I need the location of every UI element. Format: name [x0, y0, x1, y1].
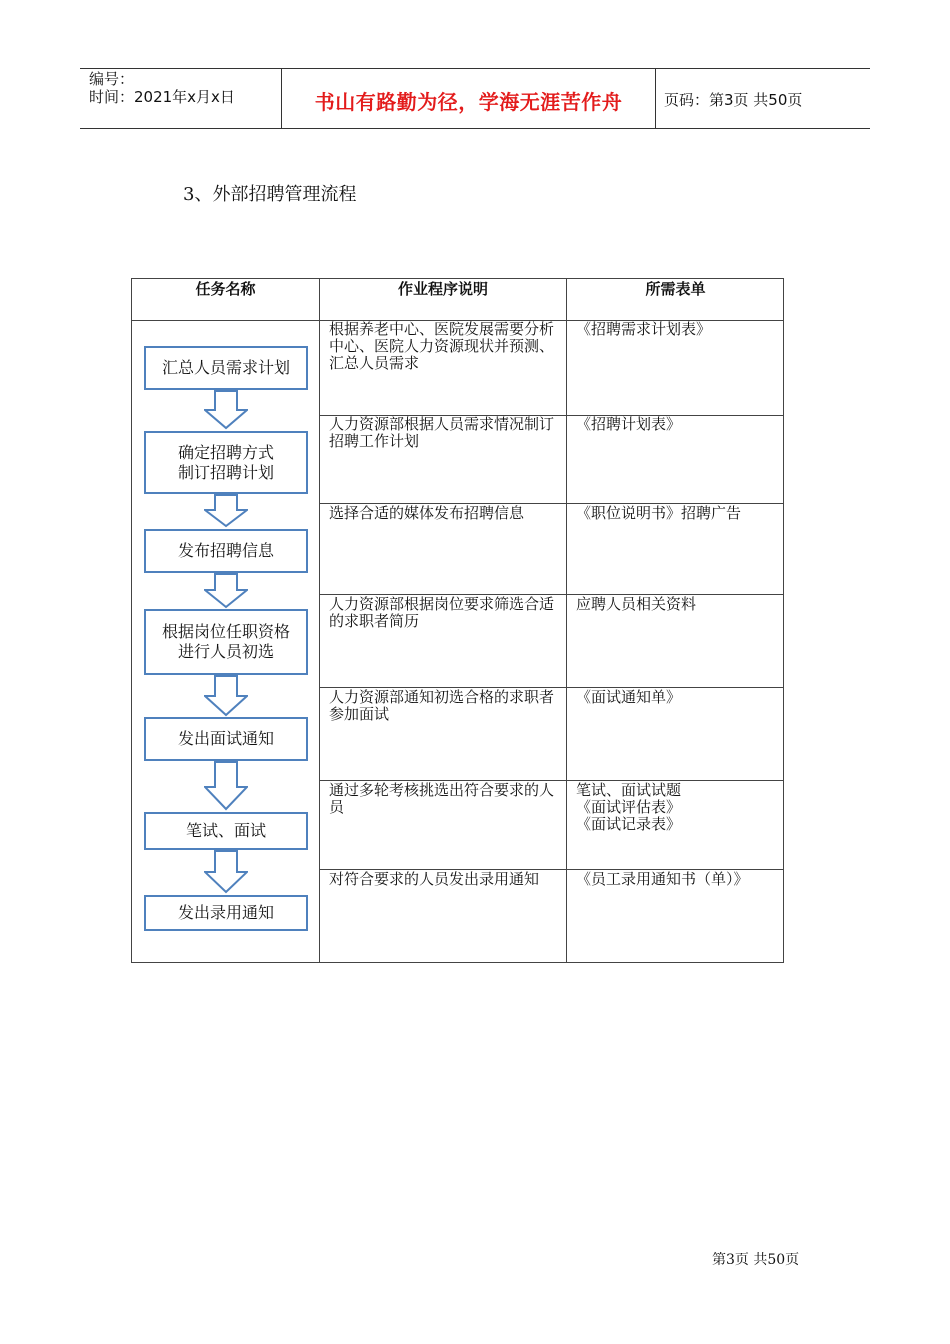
column-header-procedure: 作业程序说明 — [397, 280, 488, 298]
flow-step-label: 汇总人员需求计划 — [161, 358, 290, 377]
forms-cell — [576, 321, 782, 338]
flow-step-interview-notice — [144, 717, 308, 761]
procedure-cell: 选择合适的媒体发布招聘信息 — [329, 504, 525, 522]
down-arrow-icon — [204, 390, 248, 430]
flow-step-label: 笔试、面试 — [185, 821, 266, 840]
form-item: 《面试通知单》 — [576, 688, 682, 706]
down-arrow-icon — [204, 850, 248, 894]
flow-step-hire-notice — [144, 895, 308, 931]
forms-cell — [576, 871, 782, 888]
forms-cell — [576, 782, 782, 833]
procedure-cell: 人力资源部根据岗位要求筛选合适的求职者简历 — [329, 595, 555, 630]
down-arrow-icon — [204, 494, 248, 528]
form-item: 《招聘计划表》 — [576, 415, 682, 433]
column-header-task: 任务名称 — [195, 280, 256, 298]
footer-page-number: 第3页 共50页 — [712, 1252, 800, 1268]
flow-step-summarize-demand — [144, 346, 308, 390]
procedure-cell: 人力资源部通知初选合格的求职者参加面试 — [329, 688, 555, 723]
procedure-cell: 根据养老中心、医院发展需要分析中心、医院人力资源现状并预测、汇总人员需求 — [329, 320, 555, 372]
form-item: 《员工录用通知书（单）》 — [576, 870, 749, 888]
header-page-number: 页码：第3页 共50页 — [664, 91, 803, 109]
table-col-divider-1 — [319, 278, 320, 963]
down-arrow-icon — [204, 573, 248, 609]
table-col-divider-2 — [566, 278, 567, 963]
flow-step-determine-method — [144, 431, 308, 494]
form-item: 《招聘需求计划表》 — [576, 320, 712, 338]
section-title: 3、外部招聘管理流程 — [183, 184, 357, 205]
flow-step-label: 制订招聘计划 — [177, 462, 274, 482]
forms-cell — [576, 416, 782, 433]
procedure-cell: 人力资源部根据人员需求情况制订招聘工作计划 — [329, 415, 555, 450]
form-item: 《面试评估表》 — [576, 798, 682, 816]
header-top-rule — [80, 68, 870, 69]
flow-step-publish-info — [144, 529, 308, 573]
procedure-cell: 通过多轮考核挑选出符合要求的人员 — [329, 781, 555, 816]
flow-step-label: 进行人员初选 — [177, 642, 274, 661]
form-item: 《职位说明书》招聘广告 — [576, 504, 742, 522]
flow-step-label: 确定招聘方式 — [177, 442, 274, 462]
form-item: 应聘人员相关资料 — [576, 595, 697, 613]
header-divider-2 — [655, 69, 656, 129]
flow-step-label: 发出面试通知 — [177, 729, 274, 748]
down-arrow-icon — [204, 761, 248, 811]
header-motto: 书山有路勤为径，学海无涯苦作舟 — [314, 90, 623, 114]
header-bottom-rule — [80, 128, 870, 129]
flow-step-written-interview — [144, 812, 308, 850]
forms-cell — [576, 505, 782, 522]
time-label: 时间：2021年x月x日 — [89, 88, 235, 106]
down-arrow-icon — [204, 675, 248, 717]
forms-cell — [576, 689, 782, 706]
form-item: 《面试记录表》 — [576, 815, 682, 833]
header-meta — [89, 70, 235, 106]
flow-step-label: 根据岗位任职资格 — [161, 622, 290, 641]
number-label: 编号： — [89, 70, 135, 88]
column-header-forms: 所需表单 — [645, 280, 706, 298]
flow-step-label: 发出录用通知 — [177, 903, 274, 922]
flow-step-label: 发布招聘信息 — [177, 541, 274, 560]
flow-step-initial-screening — [144, 609, 308, 675]
forms-cell — [576, 596, 782, 613]
form-item: 笔试、面试试题 — [576, 781, 682, 799]
procedure-cell: 对符合要求的人员发出录用通知 — [329, 870, 540, 888]
